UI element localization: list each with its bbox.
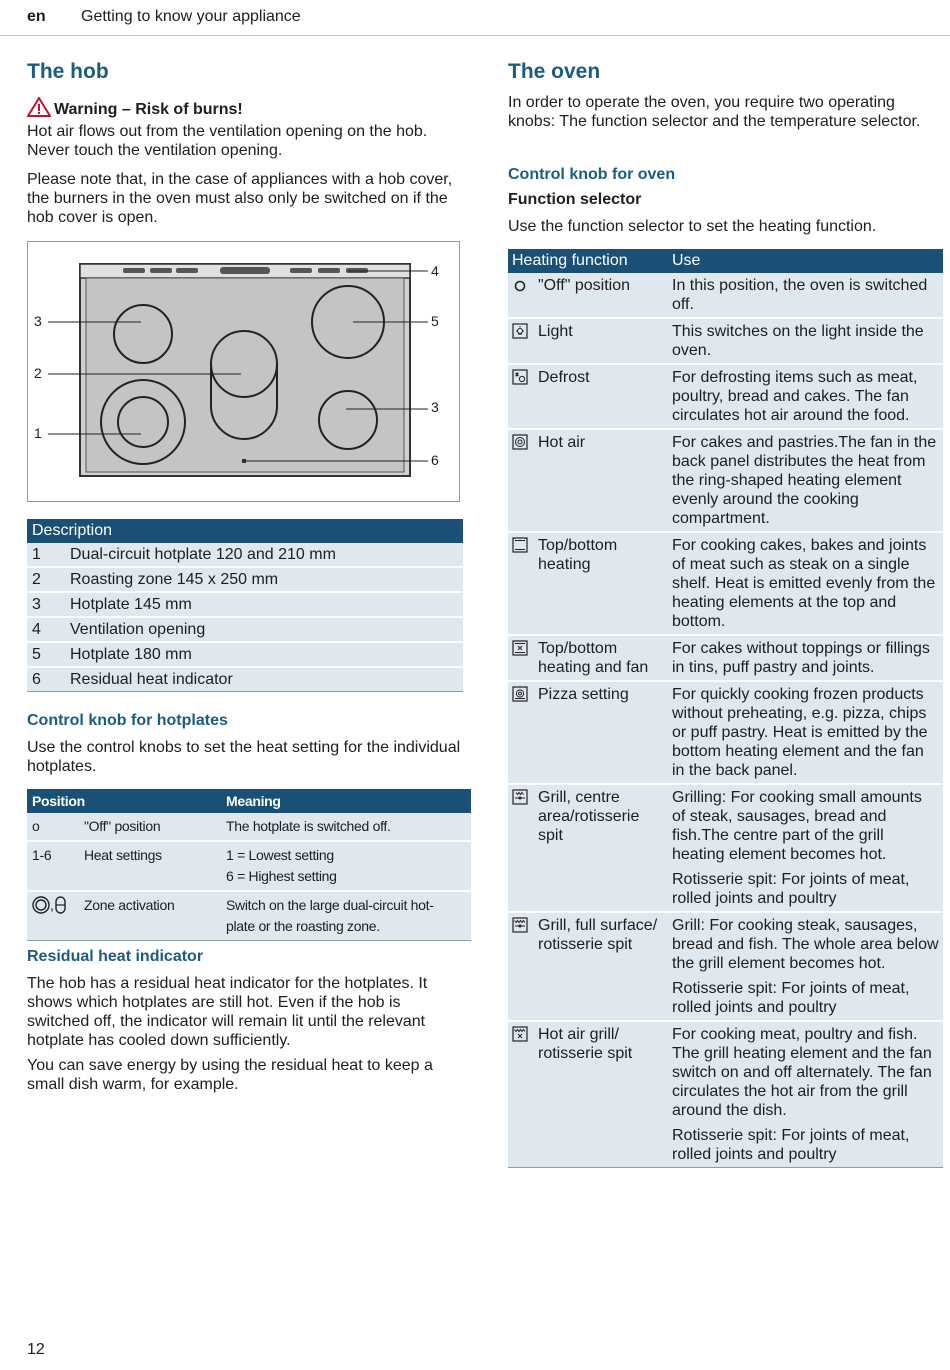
use-text: Rotisserie spit: For joints of meat, rolled joints and poultry: [672, 980, 910, 1016]
diagram-label-right: 5: [431, 313, 439, 329]
running-header-title: Getting to know your appliance: [81, 8, 301, 25]
vent-slot: [123, 268, 145, 273]
warning-block: [27, 97, 467, 160]
row-text: Hotplate 180 mm: [65, 643, 463, 668]
roasting-zone-icon: [54, 897, 68, 913]
table-row: [508, 636, 943, 682]
vent-slot: [318, 268, 340, 273]
function-selector-title: Function selector: [508, 191, 642, 208]
use-text: For cooking meat, poultry and fish. The grill heating element and the fan switch on and off alternately. The fan circulates the hot air from the grill around the dish.: [672, 1026, 932, 1119]
diagram-label-left: 1: [34, 425, 42, 441]
use-text: Grilling: For cooking small amounts of steak, sausages, bread and fish.The centre part of the grill heating element becomes hot.: [672, 789, 922, 863]
top-bottom-heating-icon: [508, 533, 534, 636]
table-row: [27, 668, 463, 692]
row-number: 3: [27, 593, 65, 618]
row-text: Hotplate 145 mm: [65, 593, 463, 618]
function-use: [668, 319, 943, 365]
row-number: 2: [27, 568, 65, 593]
table-row: [27, 892, 471, 941]
defrost-icon: [508, 365, 534, 430]
vent-slot: [220, 267, 270, 274]
row-number: 5: [27, 643, 65, 668]
table-row: [508, 273, 943, 319]
off-circle-icon: [508, 273, 534, 319]
meaning-text: [221, 892, 471, 941]
diagram-label-right: 6: [431, 452, 439, 468]
function-name: Hot air grill/ rotisserie spit: [534, 1022, 668, 1168]
table-row: [508, 1022, 943, 1168]
use-text: For quickly cooking frozen products without preheating, e.g. pizza, chips or puff pastry. Heat is emitted by the bottom heating element and the fan in the back panel.: [672, 686, 928, 779]
function-name: Light: [534, 319, 668, 365]
table-row: [508, 785, 943, 913]
heat-symbol: 1-6: [27, 842, 79, 892]
heating-function-header: Heating function: [508, 249, 668, 273]
diagram-label-right: 4: [431, 263, 439, 279]
header-divider: [0, 35, 950, 36]
oven-section-title: The oven: [508, 60, 601, 83]
meaning-text: [221, 842, 471, 892]
off-symbol: o: [27, 813, 79, 842]
use-text: Rotisserie spit: For joints of meat, rolled joints and poultry: [672, 1127, 910, 1163]
position-header: Position: [27, 789, 221, 813]
function-use: [668, 533, 943, 636]
table-row: [27, 643, 463, 668]
light-icon: [508, 319, 534, 365]
hob-description-table: [27, 519, 463, 692]
vent-slot: [150, 268, 172, 273]
table-row: [27, 813, 471, 842]
diagram-label-left: 2: [34, 365, 42, 381]
function-use: [668, 913, 943, 1022]
function-name: Top/bottom heating and fan: [534, 636, 668, 682]
residual-heat-title: Residual heat indicator: [27, 948, 204, 965]
function-use: [668, 273, 943, 319]
symbol-separator: ,: [50, 897, 54, 913]
table-row: [27, 618, 463, 643]
use-text: For cakes without toppings or fillings in tins, puff pastry and joints.: [672, 640, 930, 676]
meaning-line: 1 = Lowest setting: [226, 847, 334, 863]
function-use: [668, 1022, 943, 1168]
vent-slot: [290, 268, 312, 273]
table-row: [27, 543, 463, 568]
hotplate-knob-title: Control knob for hotplates: [27, 712, 228, 729]
table-row: [508, 319, 943, 365]
function-use: [668, 430, 943, 533]
description-header: Description: [27, 519, 463, 543]
function-use: [668, 636, 943, 682]
meaning-line: 6 = Highest setting: [226, 868, 337, 884]
function-name: Defrost: [534, 365, 668, 430]
use-text: For cooking cakes, bakes and joints of meat such as steak on a single shelf. Heat is emitted evenly from the heating elements at the top and bottom.: [672, 537, 936, 630]
use-text: Rotisserie spit: For joints of meat, rolled joints and poultry: [672, 871, 910, 907]
top-bottom-fan-icon: [508, 636, 534, 682]
hot-air-icon: [508, 430, 534, 533]
meaning-line: The hotplate is switched off.: [226, 818, 391, 834]
position-label: "Off" position: [79, 813, 221, 842]
function-selector-text: Use the function selector to set the heating function.: [508, 218, 877, 235]
diagram-label-right: 3: [431, 399, 439, 415]
table-row: [27, 568, 463, 593]
vent-slot: [176, 268, 198, 273]
row-text: Residual heat indicator: [65, 668, 463, 692]
pizza-icon: [508, 682, 534, 785]
hob-diagram: [27, 241, 460, 502]
use-text: Grill: For cooking steak, sausages, bread and fish. The whole area below the grill element becomes hot.: [672, 917, 939, 972]
use-text: This switches on the light inside the oven.: [672, 323, 924, 359]
diagram-label-left: 3: [34, 313, 42, 329]
function-name: Grill, centre area/rotisserie spit: [534, 785, 668, 913]
table-row: [508, 430, 943, 533]
hob-section-title: The hob: [27, 60, 109, 83]
residual-heat-text: The hob has a residual heat indicator for the hotplates. It shows which hotplates are still hot. Even if the hob is switched off, the indicator will remain lit until the relevant hotplate has cooled down sufficiently.: [27, 975, 428, 1049]
use-text: In this position, the oven is switched off.: [672, 277, 928, 313]
table-row: [508, 533, 943, 636]
table-row: [27, 593, 463, 618]
warning-triangle-icon: [27, 97, 51, 122]
warning-text: Hot air flows out from the ventilation opening on the hob. Never touch the ventilation opening.: [27, 123, 428, 159]
meaning-line: Switch on the large dual-circuit hot-: [226, 897, 434, 913]
dual-circuit-icon: [32, 897, 50, 913]
function-use: [668, 785, 943, 913]
hob-cover-note: Please note that, in the case of appliances with a hob cover, the burners in the oven must also only be switched on if the hob cover is open.: [27, 171, 453, 226]
function-name: Top/bottom heating: [534, 533, 668, 636]
meaning-header: Meaning: [221, 789, 471, 813]
hot-air-grill-icon: [508, 1022, 534, 1168]
function-name: Pizza setting: [534, 682, 668, 785]
table-row: [508, 365, 943, 430]
function-name: Hot air: [534, 430, 668, 533]
warning-title: Warning – Risk of burns!: [54, 101, 243, 118]
residual-heat-energy-tip: You can save energy by using the residual heat to keep a small dish warm, for example.: [27, 1057, 433, 1093]
function-name: "Off" position: [534, 273, 668, 319]
table-row: [508, 682, 943, 785]
grill-full-icon: [508, 913, 534, 1022]
table-row: [27, 842, 471, 892]
language-code: en: [27, 8, 46, 25]
use-text: For defrosting items such as meat, poultry, bread and cakes. The fan circulates hot air around the food.: [672, 369, 918, 424]
use-text: For cakes and pastries.The fan in the back panel distributes the heat from the ring-shaped heating element evenly around the cooking compartment.: [672, 434, 937, 527]
use-header: Use: [668, 249, 943, 273]
oven-intro: In order to operate the oven, you require two operating knobs: The function selector and the temperature selector.: [508, 94, 921, 130]
hotplate-knob-text: Use the control knobs to set the heat setting for the individual hotplates.: [27, 739, 461, 775]
function-name: Grill, full surface/ rotisserie spit: [534, 913, 668, 1022]
row-text: Ventilation opening: [65, 618, 463, 643]
position-label: Heat settings: [79, 842, 221, 892]
position-meaning-table: [27, 789, 471, 941]
row-text: Roasting zone 145 x 250 mm: [65, 568, 463, 593]
heating-function-table: [508, 249, 943, 1168]
row-number: 4: [27, 618, 65, 643]
grill-centre-icon: [508, 785, 534, 913]
row-number: 6: [27, 668, 65, 692]
position-label: Zone activation: [79, 892, 221, 941]
zone-activation-symbols: [27, 892, 79, 941]
function-use: [668, 365, 943, 430]
page-number: 12: [27, 1341, 45, 1358]
row-text: Dual-circuit hotplate 120 and 210 mm: [65, 543, 463, 568]
function-use: [668, 682, 943, 785]
oven-knob-title: Control knob for oven: [508, 166, 676, 183]
meaning-text: [221, 813, 471, 842]
meaning-line: plate or the roasting zone.: [226, 918, 380, 934]
table-row: [508, 913, 943, 1022]
row-number: 1: [27, 543, 65, 568]
